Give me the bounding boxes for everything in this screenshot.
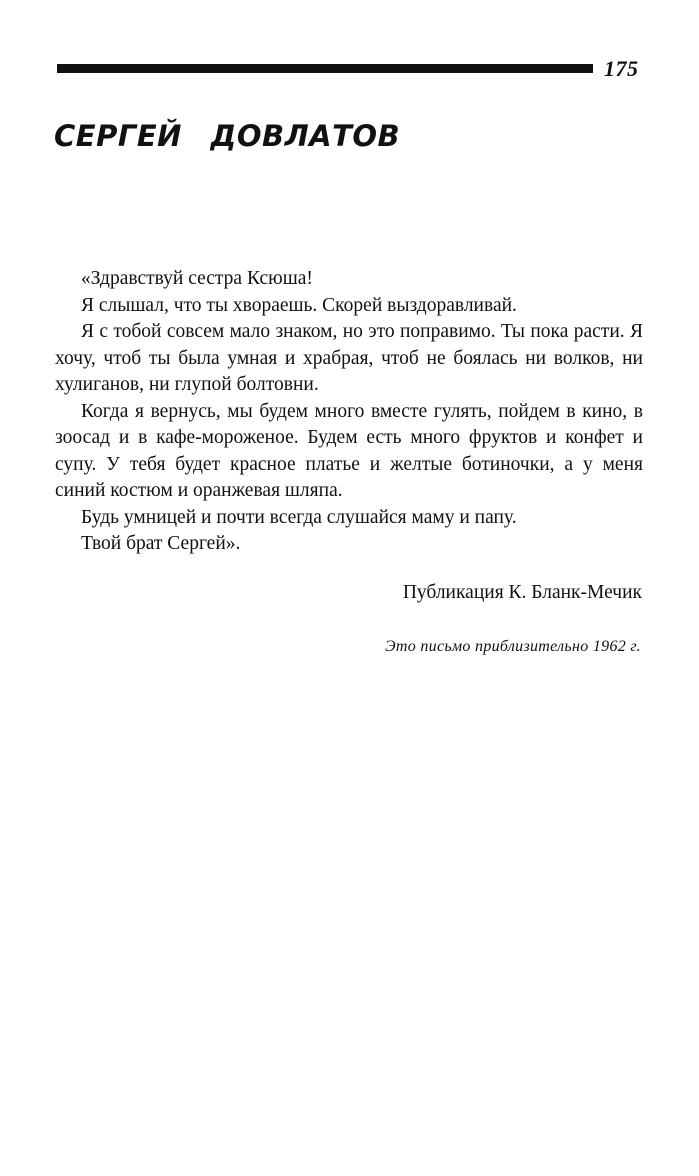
letter-paragraph: «Здравствуй сестра Ксюша!: [81, 268, 313, 289]
letter-paragraph: Будь умницей и почти всегда слушайся маму и папу.: [81, 506, 517, 528]
author-heading: СЕРГЕЙ ДОВЛАТОВ: [54, 119, 401, 153]
letter-paragraph: Твой брат Сергей».: [81, 533, 241, 554]
letter-paragraph: Я с тобой совсем мало знаком, но это поправимо. Ты пока расти. Я хочу, чтоб ты была умная и храбрая, чтоб не боялась ни волков, ни хулиганов, ни глупой болтовни.: [55, 321, 643, 395]
letter-paragraph: Когда я вернусь, мы будем много вместе гулять, пойдем в кино, в зоосад и в кафе-мороженое. Будем есть много фруктов и конфет и супу. У тебя будет красное платье и желтые ботиночки, а у меня синий костюм и оранжевая шляпа.: [55, 400, 643, 501]
publication-credit: Публикация К. Бланк-Мечик: [402, 582, 642, 603]
header-rule: [57, 64, 593, 73]
letter-body: [55, 266, 643, 558]
letter-paragraph: Я слышал, что ты хвораешь. Скорей выздоравливай.: [81, 294, 517, 316]
page-number: 175: [604, 56, 639, 81]
date-note: Это письмо приблизительно 1962 г.: [385, 638, 641, 655]
